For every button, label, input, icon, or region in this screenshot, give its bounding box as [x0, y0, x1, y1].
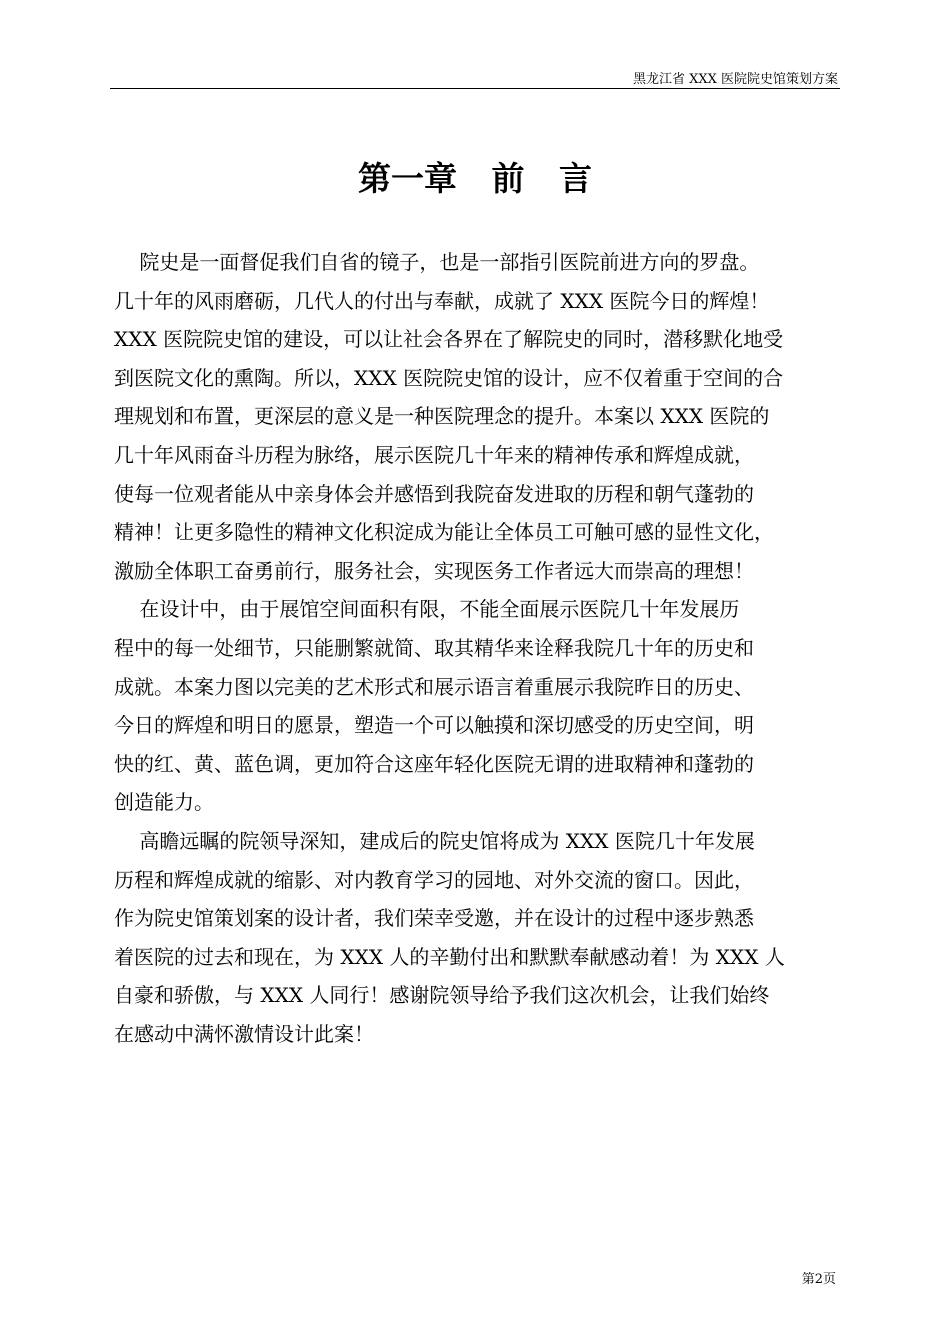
text-line: 精神！让更多隐性的精神文化积淀成为能让全体员工可触可感的显性文化， — [114, 520, 774, 545]
text-line: 作为院史馆策划案的设计者，我们荣幸受邀，并在设计的过程中逐步熟悉 — [114, 906, 754, 931]
text-line: 高瞻远瞩的院领导深知，建成后的院史馆将成为 XXX 医院几十年发展 — [114, 828, 755, 853]
text-line: 快的红、黄、蓝色调，更加符合这座年轻化医院无谓的进取精神和蓬勃的 — [114, 751, 754, 776]
text-line: 几十年的风雨磨砺，几代人的付出与奉献，成就了 XXX 医院今日的辉煌！ — [114, 288, 770, 313]
paragraph-1 — [114, 243, 844, 590]
chapter-title: 第一章 前 言 — [358, 159, 592, 198]
text-line: 到医院文化的熏陶。所以，XXX 医院院史馆的设计，应不仅着重于空间的合 — [114, 365, 784, 390]
text-line: 历程和辉煌成就的缩影、对内教育学习的园地、对外交流的窗口。因此， — [114, 867, 754, 892]
text-line: 今日的辉煌和明日的愿景，塑造一个可以触摸和深切感受的历史空间，明 — [114, 713, 754, 738]
text-line: 在设计中，由于展馆空间面积有限，不能全面展示医院几十年发展历 — [114, 597, 740, 622]
text-line: 激励全体职工奋勇前行，服务社会，实现医务工作者远大而崇高的理想！ — [114, 558, 754, 583]
text-line: 程中的每一处细节，只能删繁就简、取其精华来诠释我院几十年的历史和 — [114, 635, 754, 660]
text-line: 使每一位观者能从中亲身体会并感悟到我院奋发进取的历程和朝气蓬勃的 — [114, 481, 754, 506]
text-line: 理规划和布置，更深层的意义是一种医院理念的提升。本案以 XXX 医院的 — [114, 404, 770, 429]
page-header — [110, 70, 840, 89]
text-line: 成就。本案力图以完美的艺术形式和展示语言着重展示我院昨日的历史、 — [114, 674, 754, 699]
text-line: 院史是一面督促我们自省的镜子，也是一部指引医院前进方向的罗盘。 — [114, 250, 760, 274]
text-line: 自豪和骄傲，与 XXX 人同行！感谢院领导给予我们这次机会，让我们始终 — [114, 983, 770, 1008]
text-line: 着医院的过去和现在，为 XXX 人的辛勤付出和默默奉献感动着！为 XXX 人 — [114, 944, 785, 969]
text-line: 在感动中满怀激情设计此案！ — [114, 1021, 374, 1046]
body-text — [114, 243, 844, 1053]
text-line: 创造能力。 — [114, 790, 214, 815]
paragraph-2 — [114, 590, 844, 822]
text-line: 几十年风雨奋斗历程为脉络，展示医院几十年来的精神传承和辉煌成就， — [114, 442, 754, 467]
paragraph-3 — [114, 822, 844, 1054]
text-line: XXX 医院院史馆的建设，可以让社会各界在了解院史的同时，潜移默化地受 — [114, 327, 784, 352]
header-title: 黑龙江省 XXX 医院院史馆策划方案 — [632, 72, 838, 87]
page-number: 第2页 — [801, 1272, 836, 1287]
